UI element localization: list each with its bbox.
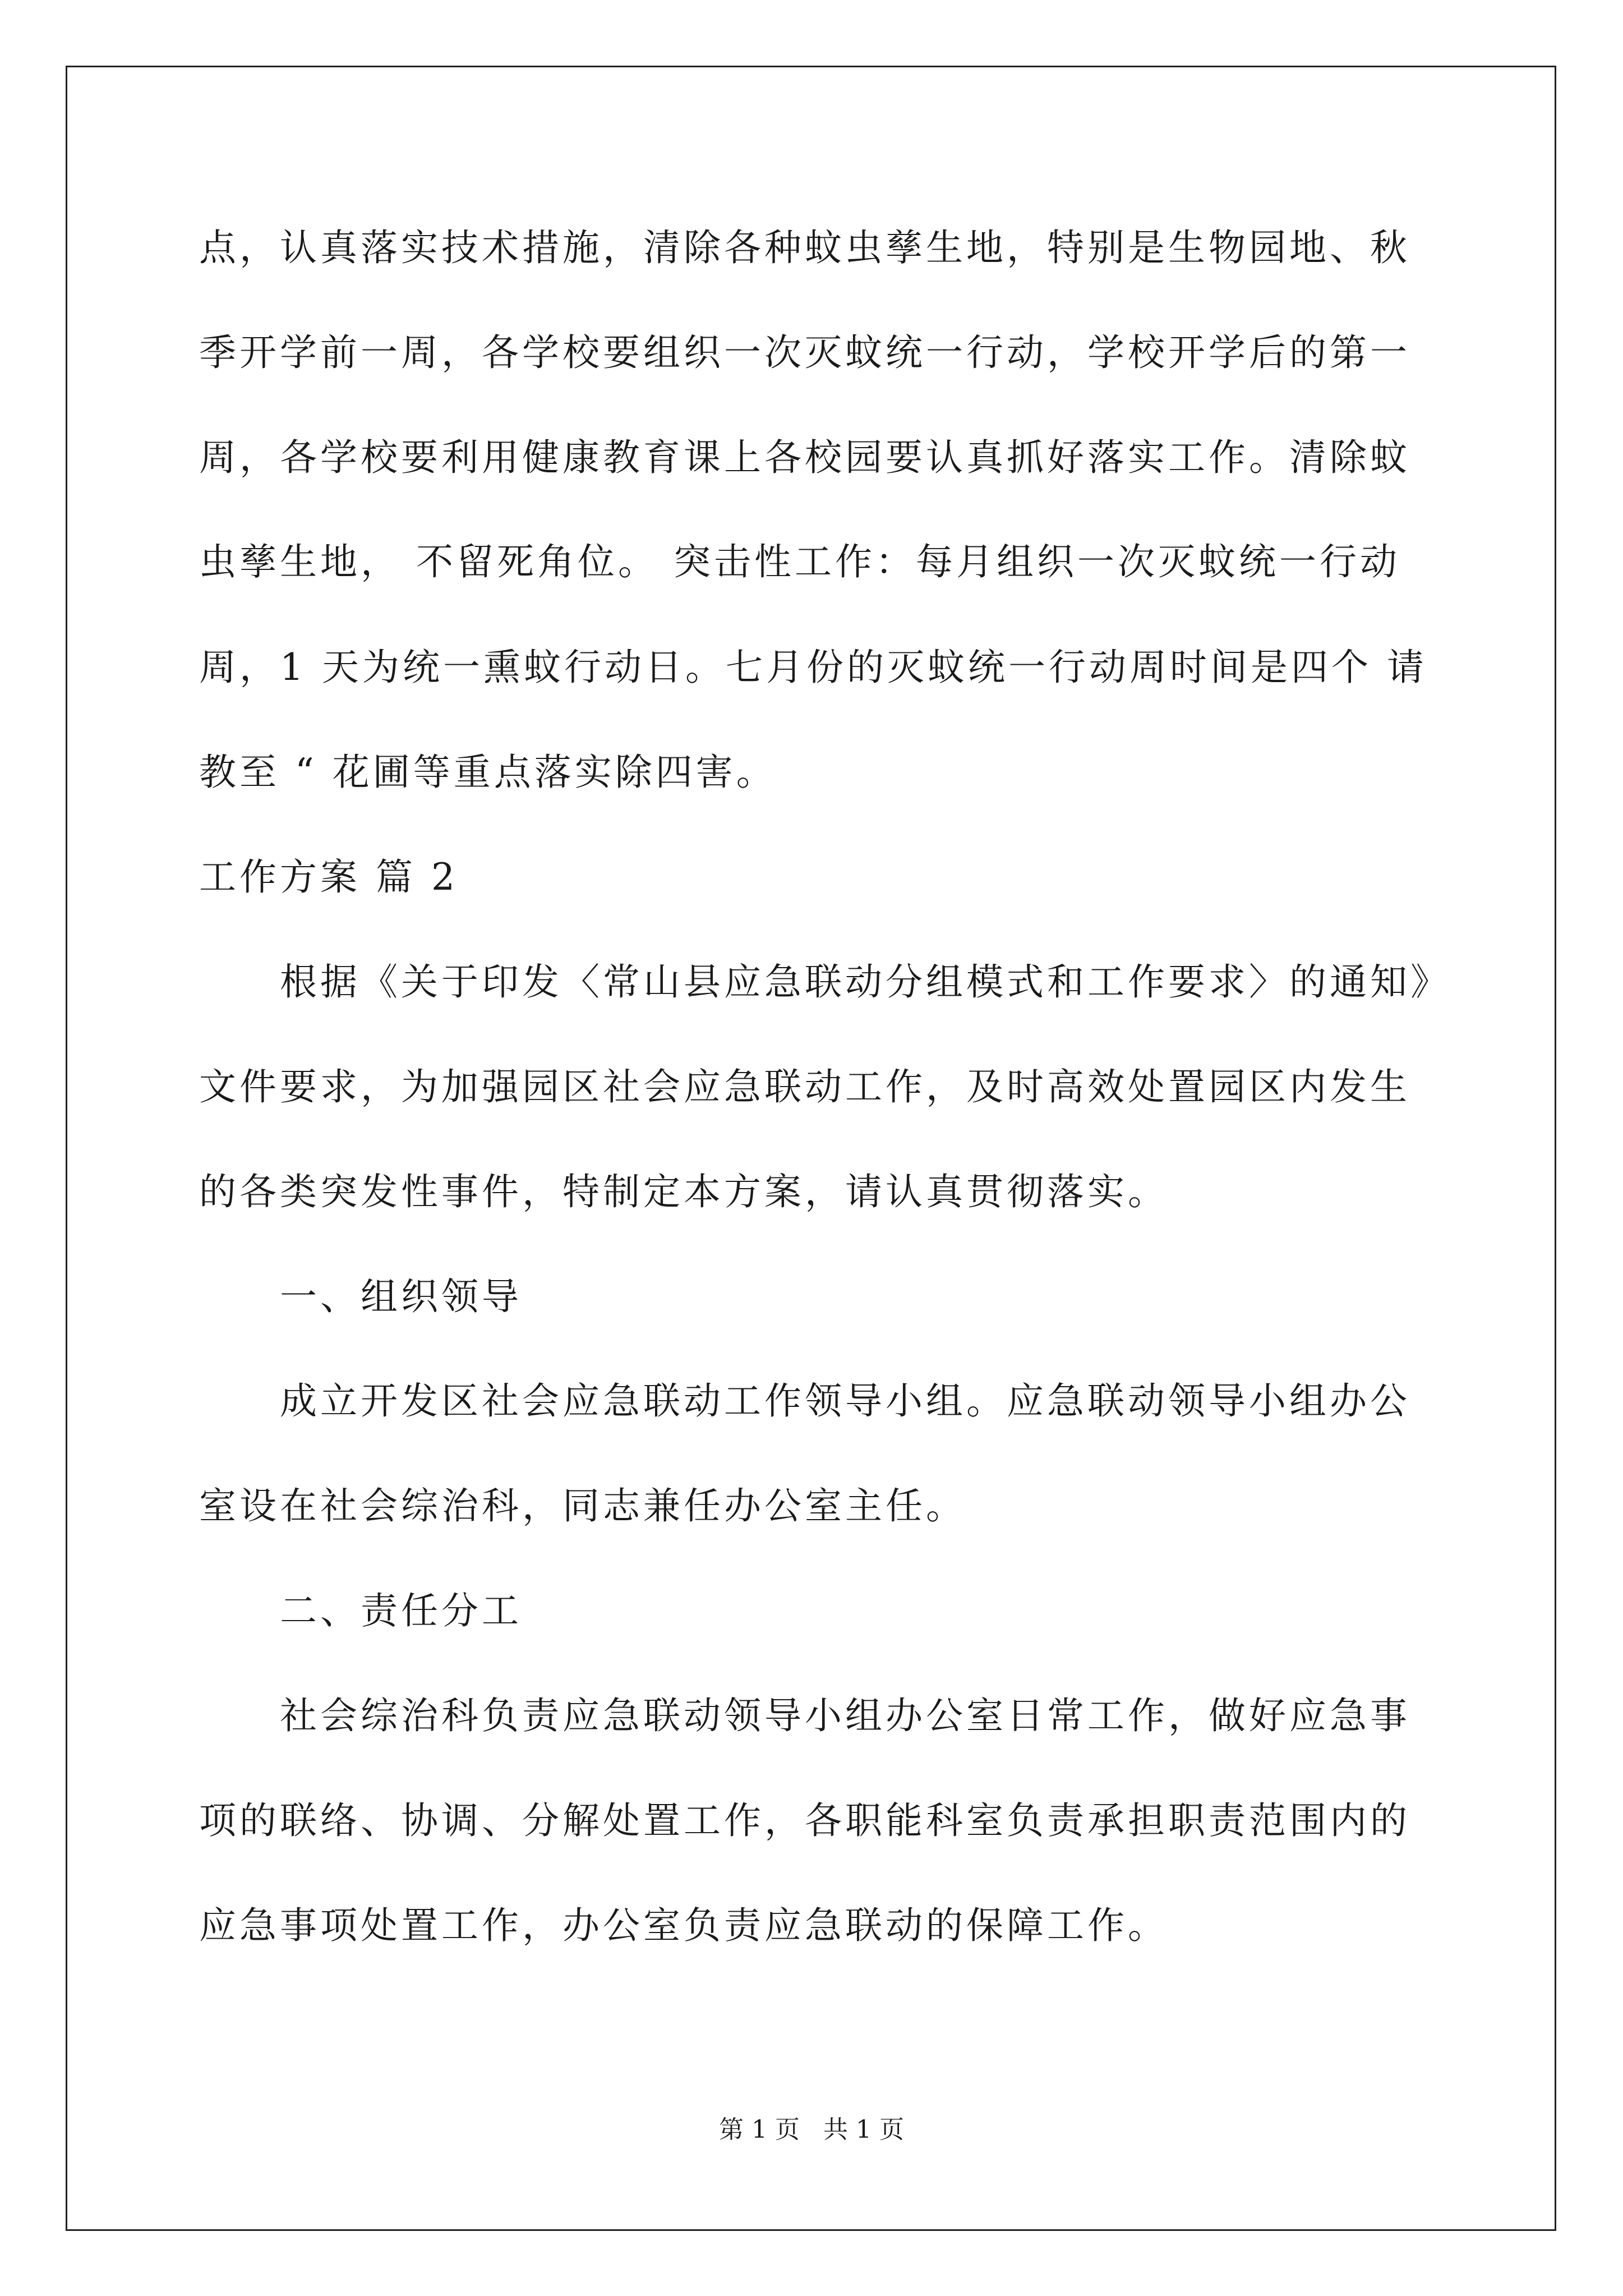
- paragraph-line-7: 项的联络、协调、分解处置工作，各职能科室负责承担职责范围内的: [199, 1799, 1410, 1842]
- body-line-5: 周，1 天为统一熏蚊行动日。七月份的灭蚊统一行动周时间是四个 请: [199, 646, 1427, 689]
- paragraph-line-4: 成立开发区社会应急联动工作领导小组。应急联动领导小组办公: [280, 1379, 1410, 1423]
- page-footer: 第 1 页 共 1 页: [719, 2115, 904, 2144]
- paragraph-line-3: 的各类突发性事件，特制定本方案，请认真贯彻落实。: [199, 1170, 1168, 1213]
- body-line-3: 周，各学校要利用健康教育课上各校园要认真抓好落实工作。清除蚊: [199, 436, 1410, 479]
- paragraph-line-2: 文件要求，为加强园区社会应急联动工作，及时高效处置园区内发生: [199, 1065, 1410, 1108]
- body-line-2: 季开学前一周，各学校要组织一次灭蚊统一行动，学校开学后的第一: [199, 331, 1410, 374]
- subheading-organization: 一、组织领导: [280, 1275, 522, 1318]
- paragraph-line-6: 社会综治科负责应急联动领导小组办公室日常工作，做好应急事: [280, 1694, 1410, 1737]
- paragraph-line-5: 室设在社会综治科，同志兼任办公室主任。: [199, 1484, 966, 1527]
- body-line-1: 点，认真落实技术措施，清除各种蚊虫孳生地，特别是生物园地、秋: [199, 226, 1410, 269]
- subheading-responsibility: 二、责任分工: [280, 1589, 522, 1632]
- paragraph-line-1: 根据《关于印发〈常山县应急联动分组模式和工作要求〉的通知》: [280, 960, 1451, 1004]
- body-line-6: 教至 “ 花圃等重点落实除四害。: [199, 751, 777, 794]
- section-heading: 工作方案 篇 2: [199, 855, 458, 899]
- paragraph-line-8: 应急事项处置工作，办公室负责应急联动的保障工作。: [199, 1904, 1168, 1947]
- body-line-4: 虫孳生地， 不留死角位。 突击性工作：每月组织一次灭蚊统一行动: [199, 540, 1400, 583]
